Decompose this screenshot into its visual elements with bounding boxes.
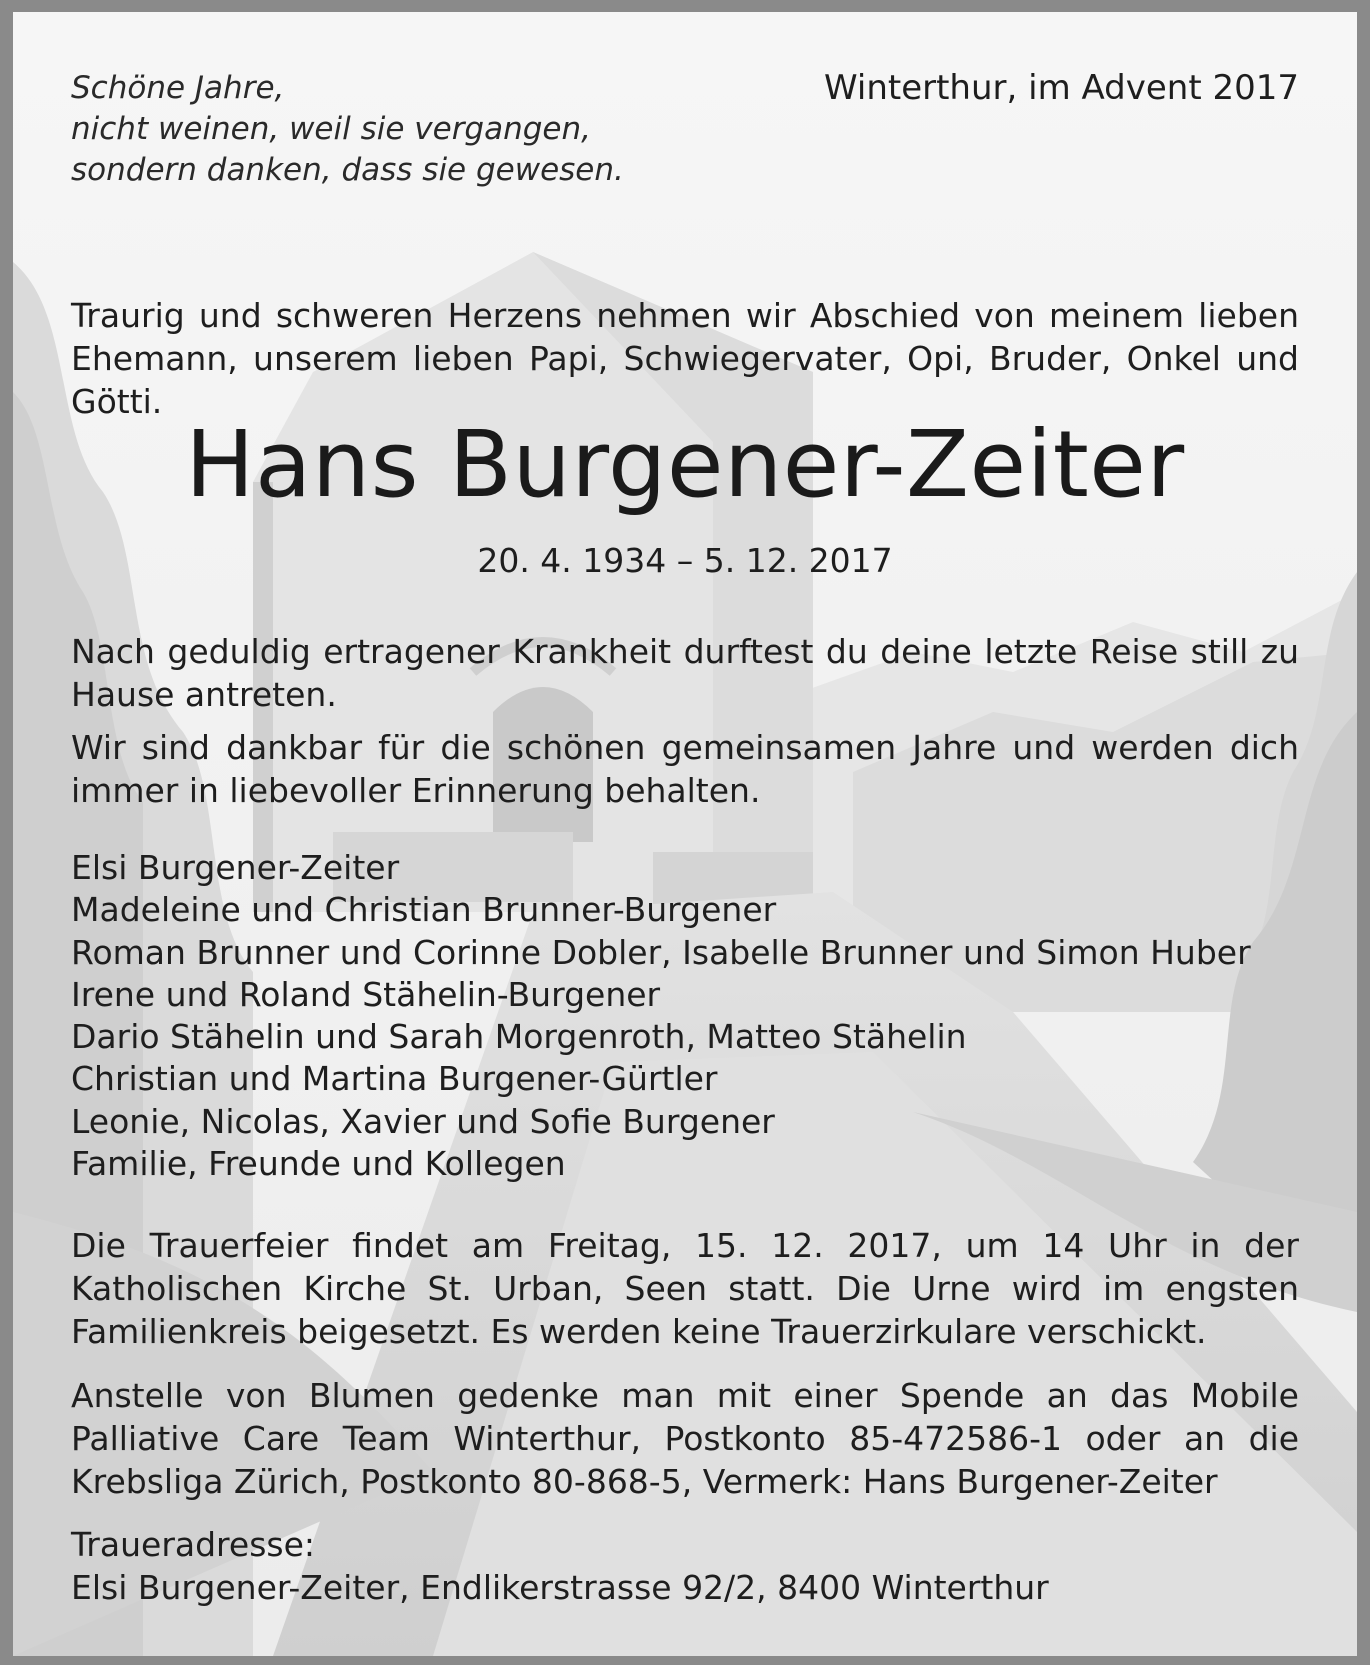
mourner-line: Irene und Roland Stähelin-Burgener xyxy=(71,974,661,1014)
motto-verse xyxy=(71,68,624,191)
mourner-line: Dario Stähelin und Sarah Morgenroth, Matteo Stähelin xyxy=(71,1017,967,1057)
address-value: Elsi Burgener-Zeiter, Endlikerstrasse 92/2, 8400 Winterthur xyxy=(71,1568,1049,1607)
intro-text: Traurig und schweren Herzens nehmen wir Abschied von meinem lieben Ehemann, unserem lieben Papi, Schwiegervater, Opi, Bruder, Onkel und Götti. xyxy=(71,296,1299,421)
mourner-line: Leonie, Nicolas, Xavier und Sofie Burgener xyxy=(71,1101,775,1141)
deceased-name: Hans Burgener-Zeiter xyxy=(185,411,1185,518)
place-and-date: Winterthur, im Advent 2017 xyxy=(824,68,1299,108)
donation-info: Anstelle von Blumen gedenke man mit einer Spende an das Mobile Palliative Care Team Winterthur, Postkonto 85-472586-1 oder an die Krebsliga Zürich, Postkonto 80-868-5, Vermerk: Hans Burgener-Zeiter xyxy=(71,1376,1299,1501)
mourner-line: Elsi Burgener-Zeiter xyxy=(71,848,400,887)
mourning-address xyxy=(71,1523,1299,1609)
mourner-line: Madeleine und Christian Brunner-Burgener xyxy=(71,890,777,930)
life-dates: 20. 4. 1934 – 5. 12. 2017 xyxy=(477,541,893,580)
mourner-line: Roman Brunner und Corinne Dobler, Isabelle Brunner und Simon Huber xyxy=(71,932,1251,972)
mourner-line: Familie, Freunde und Kollegen xyxy=(71,1144,566,1184)
paragraph-farewell: Nach geduldig ertragener Krankheit durftest du deine letzte Reise still zu Hause antreten. xyxy=(71,632,1299,714)
ceremony-info: Die Trauerfeier findet am Freitag, 15. 12. 2017, um 14 Uhr in der Katholischen Kirche St. Urban, Seen statt. Die Urne wird im engsten Familienkreis beigesetzt. Es werden keine Trauerzirkulare verschickt. xyxy=(71,1226,1299,1351)
paragraph-gratitude: Wir sind dankbar für die schönen gemeinsamen Jahre und werden dich immer in liebevoller Erinnerung behalten. xyxy=(71,728,1299,810)
motto-line: Schöne Jahre, xyxy=(71,70,285,106)
mourners-list xyxy=(71,847,1299,1185)
obituary-page xyxy=(13,12,1357,1656)
motto-line: nicht weinen, weil sie vergangen, xyxy=(71,111,592,147)
address-label: Traueradresse: xyxy=(71,1525,316,1564)
motto-line: sondern danken, dass sie gewesen. xyxy=(71,152,624,188)
mourner-line: Christian und Martina Burgener-Gürtler xyxy=(71,1059,718,1099)
